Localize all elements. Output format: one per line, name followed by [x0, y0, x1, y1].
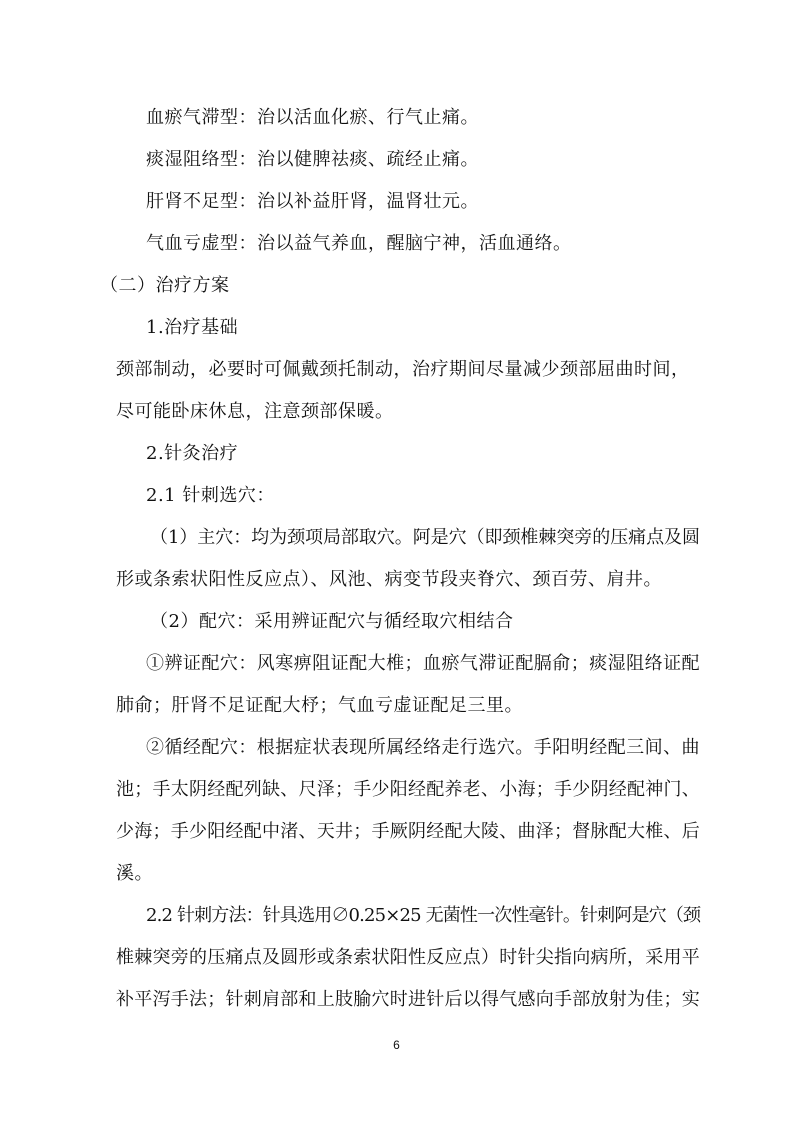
subsection-heading: 2.针灸治疗	[146, 443, 239, 464]
text-line: 少海；手少阳经配中渚、天井；手厥阴经配大陵、曲泽；督脉配大椎、后	[116, 821, 700, 842]
text-line: 2.2 针刺方法：针具选用∅0.25×25 无菌性一次性毫针。针刺阿是穴（颈	[146, 905, 701, 926]
text-line: 颈部制动，必要时可佩戴颈托制动，治疗期间尽量减少颈部屈曲时间，	[116, 359, 690, 380]
text-line: 肺俞；肝肾不足证配大杼；气血亏虚证配足三里。	[116, 695, 523, 716]
text-line: ①辨证配穴：风寒痹阻证配大椎；血瘀气滞证配膈俞；痰湿阻络证配	[146, 653, 700, 674]
text-line: （1）主穴：均为颈项局部取穴。阿是穴（即颈椎棘突旁的压痛点及圆	[150, 527, 700, 548]
text-line: ②循经配穴：根据症状表现所属经络走行选穴。手阳明经配三间、曲	[146, 737, 700, 758]
section-heading: （二）治疗方案	[100, 275, 230, 296]
text-line: （2）配穴：采用辨证配穴与循经取穴相结合	[150, 611, 514, 632]
text-line: 肝肾不足型：治以补益肝肾，温肾壮元。	[146, 191, 479, 212]
text-line: 形或条索状阳性反应点）、风池、病变节段夹脊穴、颈百劳、肩井。	[116, 569, 662, 590]
text-line: 尽可能卧床休息，注意颈部保暖。	[116, 401, 394, 422]
subsection-heading: 2.1 针刺选穴：	[146, 485, 275, 506]
text-line: 椎棘突旁的压痛点及圆形或条索状阳性反应点）时针尖指向病所，采用平	[116, 947, 700, 968]
subsection-heading: 1.治疗基础	[146, 317, 239, 338]
text-line: 补平泻手法；针刺肩部和上肢腧穴时进针后以得气感向手部放射为佳；实	[116, 989, 700, 1010]
text-line: 溪。	[116, 863, 153, 884]
text-line: 池；手太阴经配列缺、尺泽；手少阳经配养老、小海；手少阴经配神门、	[116, 779, 700, 800]
text-line: 痰湿阻络型：治以健脾祛痰、疏经止痛。	[146, 149, 479, 170]
text-line: 气血亏虚型：治以益气养血，醒脑宁神，活血通络。	[146, 233, 572, 254]
text-line: 血瘀气滞型：治以活血化瘀、行气止痛。	[146, 107, 479, 128]
page-number: 6	[393, 1038, 400, 1052]
